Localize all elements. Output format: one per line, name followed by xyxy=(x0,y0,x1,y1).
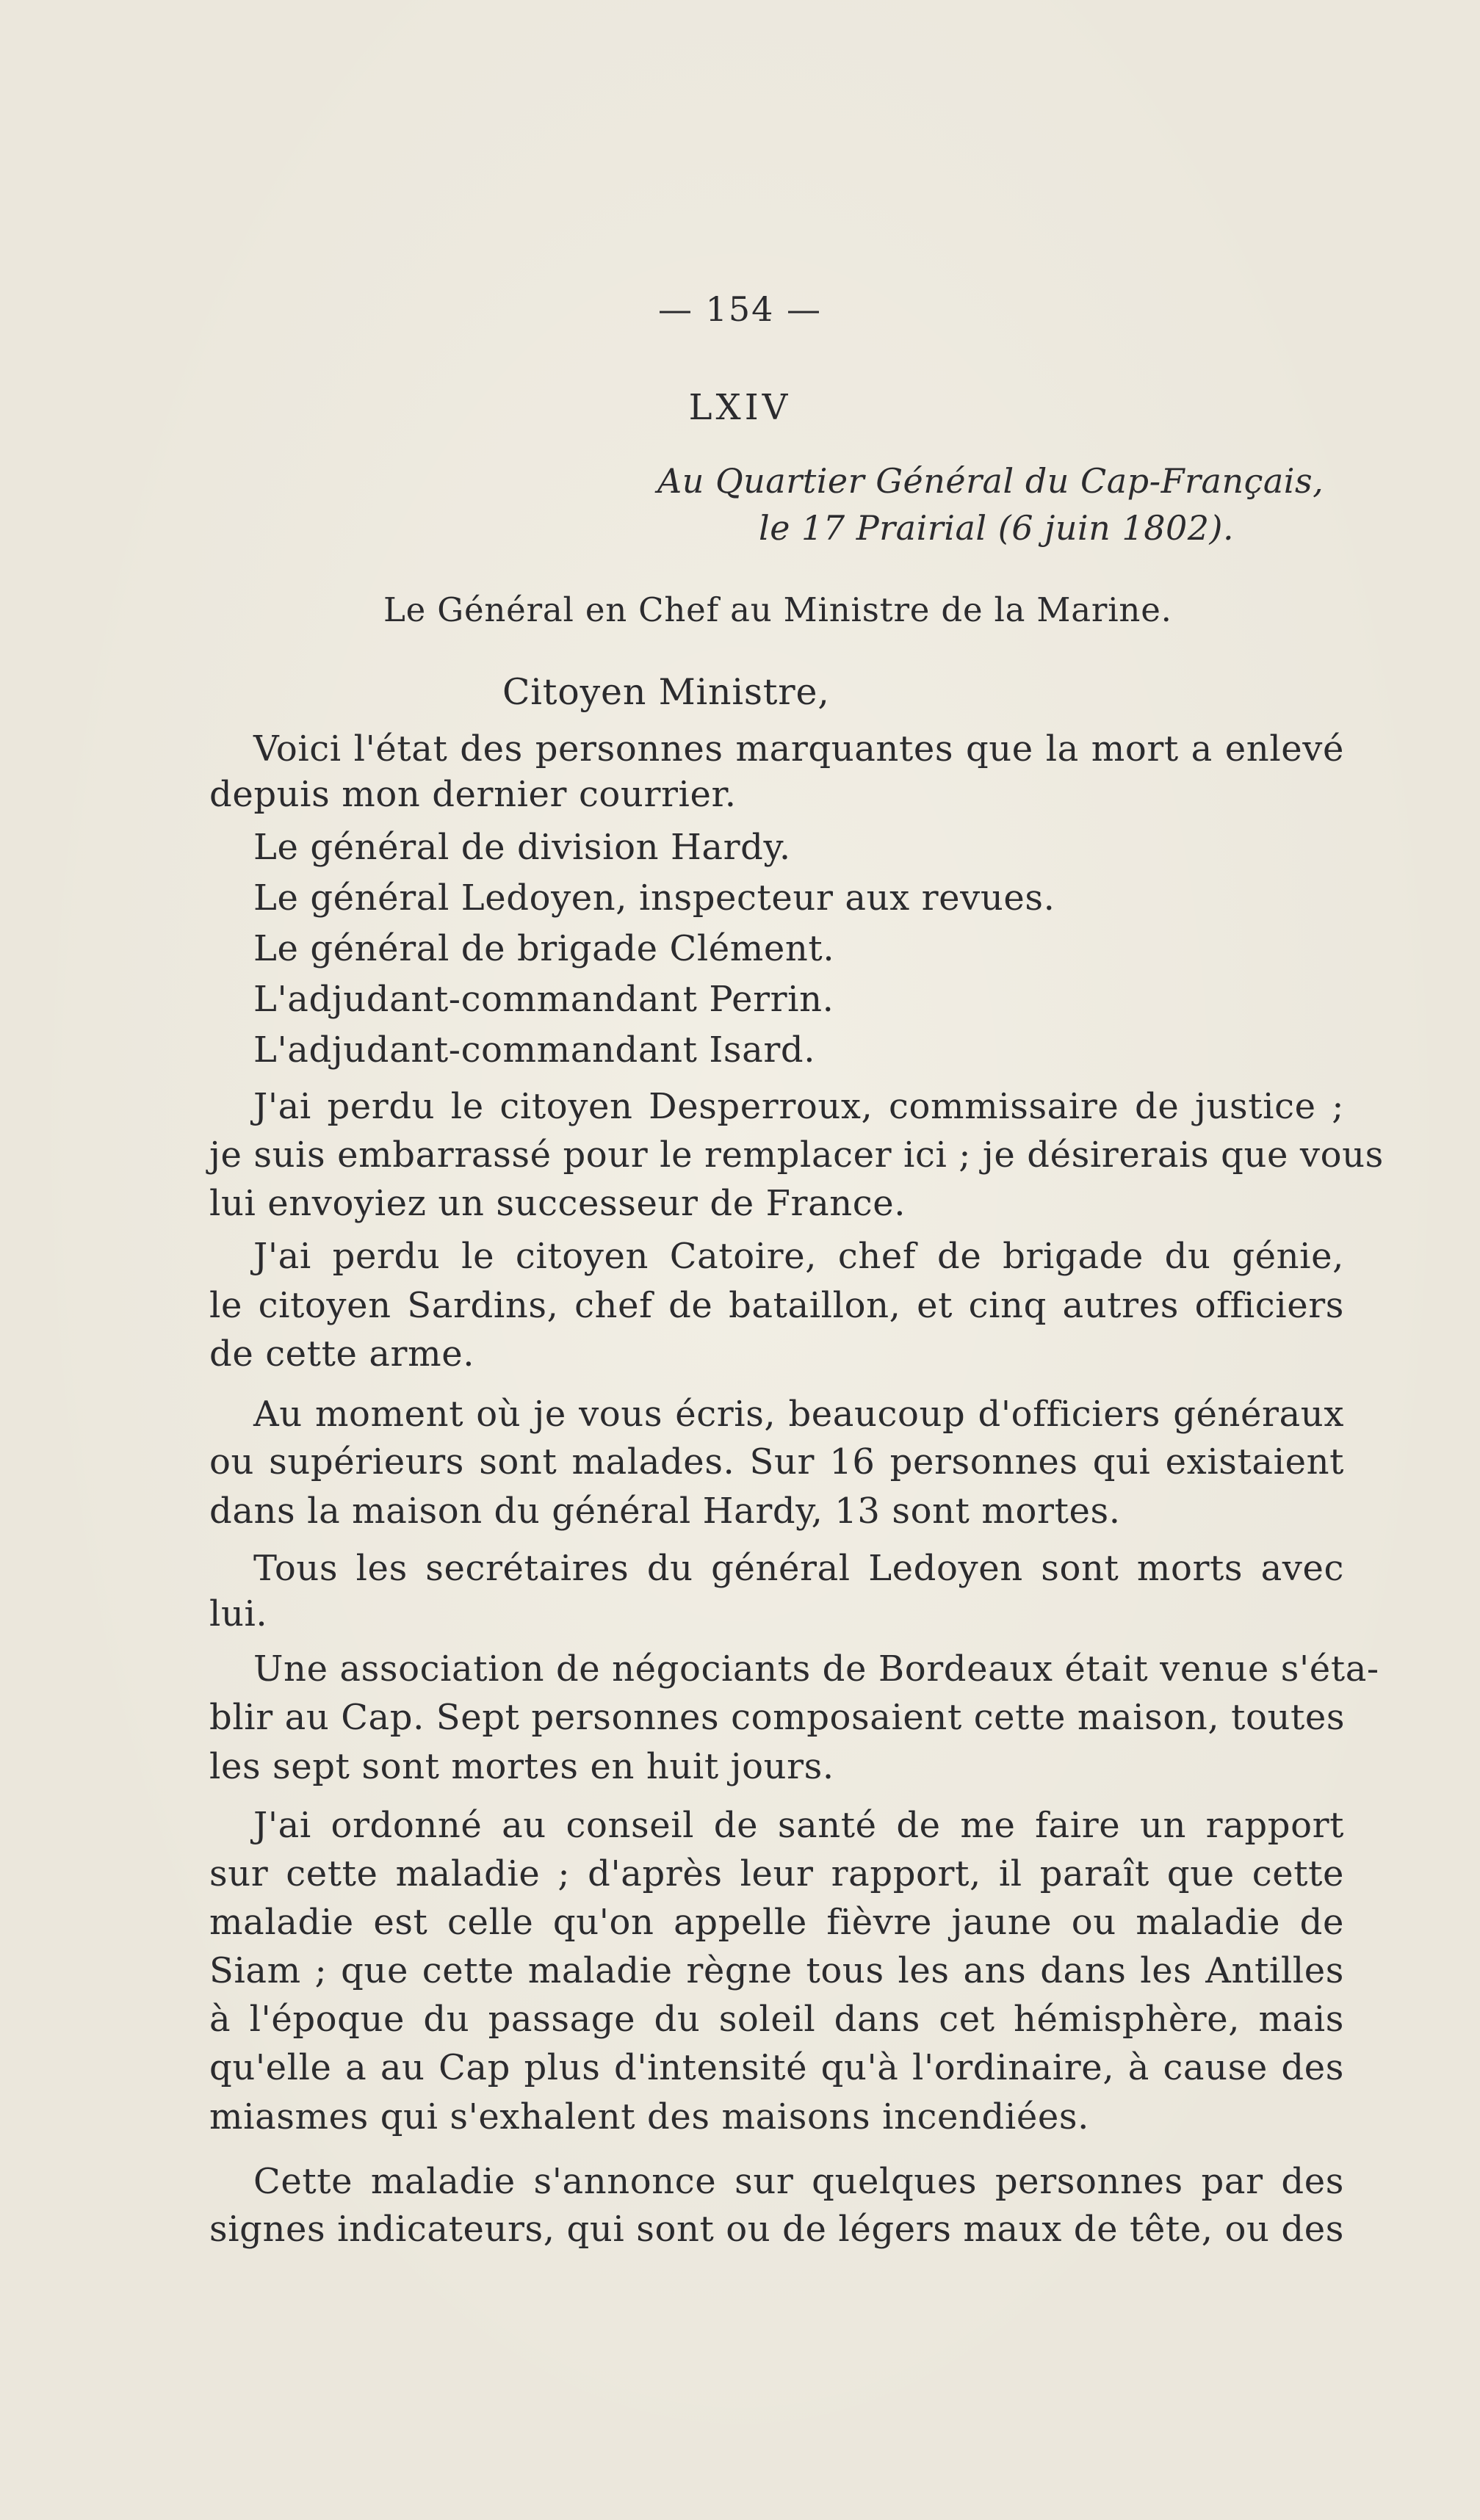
text-line: lui. xyxy=(209,1593,268,1634)
text-line: de cette arme. xyxy=(209,1333,475,1375)
dateline-date: le 17 Prairial (6 juin 1802). xyxy=(759,508,1235,548)
text-line: Une association de négociants de Bordeaux était venue s'éta- xyxy=(253,1648,1379,1690)
text-line: à l'époque du passage du soleil dans cet hémisphère, mais xyxy=(209,1999,1344,2040)
text-line: Tous les secrétaires du général Ledoyen sont morts avec xyxy=(253,1548,1344,1589)
text-line: J'ai perdu le citoyen Catoire, chef de brigade du génie, xyxy=(253,1236,1344,1277)
text-line: sur cette maladie ; d'après leur rapport, il paraît que cette xyxy=(209,1853,1344,1894)
text-line: dans la maison du général Hardy, 13 sont mortes. xyxy=(209,1491,1121,1532)
text-line: Le général de brigade Clément. xyxy=(253,928,835,969)
text-line: Au moment où je vous écris, beaucoup d'officiers généraux xyxy=(253,1394,1344,1435)
text-line: maladie est celle qu'on appelle fièvre jaune ou maladie de xyxy=(209,1902,1344,1943)
salutation: Citoyen Ministre, xyxy=(502,671,830,713)
text-line: L'adjudant-commandant Isard. xyxy=(253,1029,816,1071)
text-line: je suis embarrassé pour le remplacer ici ; je désirerais que vous xyxy=(209,1134,1384,1176)
text-line: miasmes qui s'exhalent des maisons incendiées. xyxy=(209,2096,1089,2137)
text-line: depuis mon dernier courrier. xyxy=(209,774,737,815)
text-line: les sept sont mortes en huit jours. xyxy=(209,1746,834,1787)
page-number: — 154 — xyxy=(657,289,823,329)
text-line: ou supérieurs sont malades. Sur 16 personnes qui existaient xyxy=(209,1441,1344,1482)
text-line: signes indicateurs, qui sont ou de légers maux de tête, ou des xyxy=(209,2209,1344,2250)
text-line: L'adjudant-commandant Perrin. xyxy=(253,979,834,1020)
text-line: Voici l'état des personnes marquantes que la mort a enlevé xyxy=(253,728,1344,770)
text-line: blir au Cap. Sept personnes composaient cette maison, toutes xyxy=(209,1697,1346,1738)
text-line: qu'elle a au Cap plus d'intensité qu'à l'ordinaire, à cause des xyxy=(209,2047,1344,2088)
dateline-place: Au Quartier Général du Cap-Français, xyxy=(657,461,1324,501)
addressee-line: Le Général en Chef au Ministre de la Marine. xyxy=(383,590,1172,629)
letter-number-heading: LXIV xyxy=(688,387,792,428)
text-line: Cette maladie s'annonce sur quelques personnes par des xyxy=(253,2161,1344,2202)
text-line: le citoyen Sardins, chef de bataillon, et cinq autres officiers xyxy=(209,1285,1344,1326)
text-line: Siam ; que cette maladie règne tous les ans dans les Antilles xyxy=(209,1950,1344,1991)
text-line: J'ai perdu le citoyen Desperroux, commissaire de justice ; xyxy=(253,1086,1344,1127)
text-line: Le général de division Hardy. xyxy=(253,827,791,868)
text-line: J'ai ordonné au conseil de santé de me faire un rapport xyxy=(253,1805,1344,1846)
text-line: Le général Ledoyen, inspecteur aux revues. xyxy=(253,877,1055,919)
text-line: lui envoyiez un successeur de France. xyxy=(209,1183,906,1224)
